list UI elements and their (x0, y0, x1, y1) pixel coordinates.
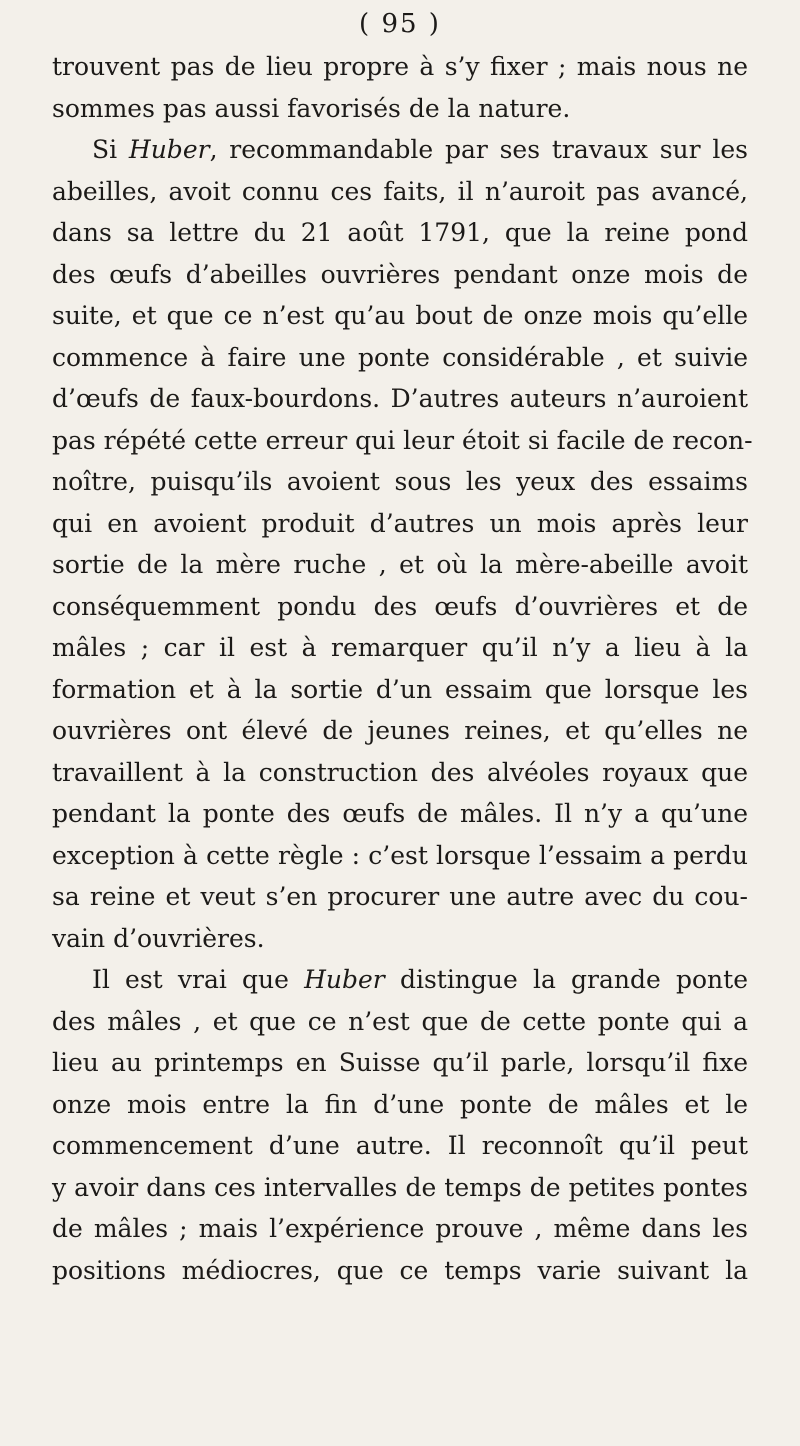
paragraph-3-first-line (52, 959, 748, 1001)
text-line: suite, et que ce n’est qu’au bout de onze mois qu’elle (52, 301, 748, 330)
text-line: conséquemment pondu des œufs d’ouvrières et de (52, 591, 748, 621)
author-name: Huber (304, 965, 385, 994)
text-line: des mâles , et que ce n’est que de cette ponte qui a (52, 1006, 748, 1036)
text-line: y avoir dans ces intervalles de temps de petites pontes (52, 1172, 748, 1202)
text-line: ouvrières ont élevé de jeunes reines, et qu’elles ne (52, 716, 748, 745)
text-span: , recommandable par ses travaux sur les (209, 135, 748, 164)
text-line: exception à cette règle : c’est lorsque l’essaim a perdu (52, 840, 748, 870)
text-line: formation et à la sortie d’un essaim que lorsque les (52, 674, 748, 704)
text-line: vain d’ouvrières. (52, 923, 265, 953)
paragraph-2-first-line (52, 129, 748, 171)
text-line: commence à faire une ponte considérable , et suivie (52, 342, 748, 372)
text-span: Si (92, 135, 129, 164)
text-line: trouvent pas de lieu propre à s’y fixer ; mais nous ne (52, 52, 748, 81)
text-span: distingue la grande ponte (384, 965, 748, 994)
text-line: sommes pas aussi favorisés de la nature. (52, 93, 571, 123)
text-span: Il est vrai que (92, 965, 305, 994)
paragraph-1 (52, 46, 748, 129)
text-line: dans sa lettre du 21 août 1791, que la reine pond (52, 218, 748, 247)
text-line: commencement d’une autre. Il reconnoît qu’il peut (52, 1131, 748, 1160)
text-line: mâles ; car il est à remarquer qu’il n’y a lieu à la (52, 633, 748, 662)
page-number: ( 95 ) (359, 9, 441, 39)
text-line: sa reine et veut s’en procurer une autre avec du cou- (52, 882, 748, 911)
text-line: travaillent à la construction des alvéoles royaux que (52, 757, 748, 787)
text-line: positions médiocres, que ce temps varie suivant la (52, 1255, 748, 1285)
text-line: pas répété cette erreur qui leur étoit si facile de recon- (52, 425, 753, 455)
text-line: onze mois entre la fin d’une ponte de mâles et le (52, 1089, 748, 1119)
text-line: abeilles, avoit connu ces faits, il n’auroit pas avancé, (52, 176, 748, 206)
author-name: Huber (128, 135, 210, 164)
text-line: des œufs d’abeilles ouvrières pendant onze mois de (52, 259, 748, 289)
text-line: noître, puisqu’ils avoient sous les yeux des essaims (52, 467, 748, 496)
paragraph-2 (52, 129, 753, 959)
text-line: d’œufs de faux-bourdons. D’autres auteurs n’auroient (52, 384, 748, 413)
text-line: sortie de la mère ruche , et où la mère-abeille avoit (52, 550, 748, 579)
text-line: qui en avoient produit d’autres un mois après leur (52, 508, 748, 538)
text-line: pendant la ponte des œufs de mâles. Il n’y a qu’une (52, 799, 748, 828)
text-line: lieu au printemps en Suisse qu’il parle, lorsqu’il fixe (52, 1048, 748, 1077)
text-line: de mâles ; mais l’expérience prouve , même dans les (52, 1214, 748, 1243)
paragraph-3 (52, 959, 748, 1291)
